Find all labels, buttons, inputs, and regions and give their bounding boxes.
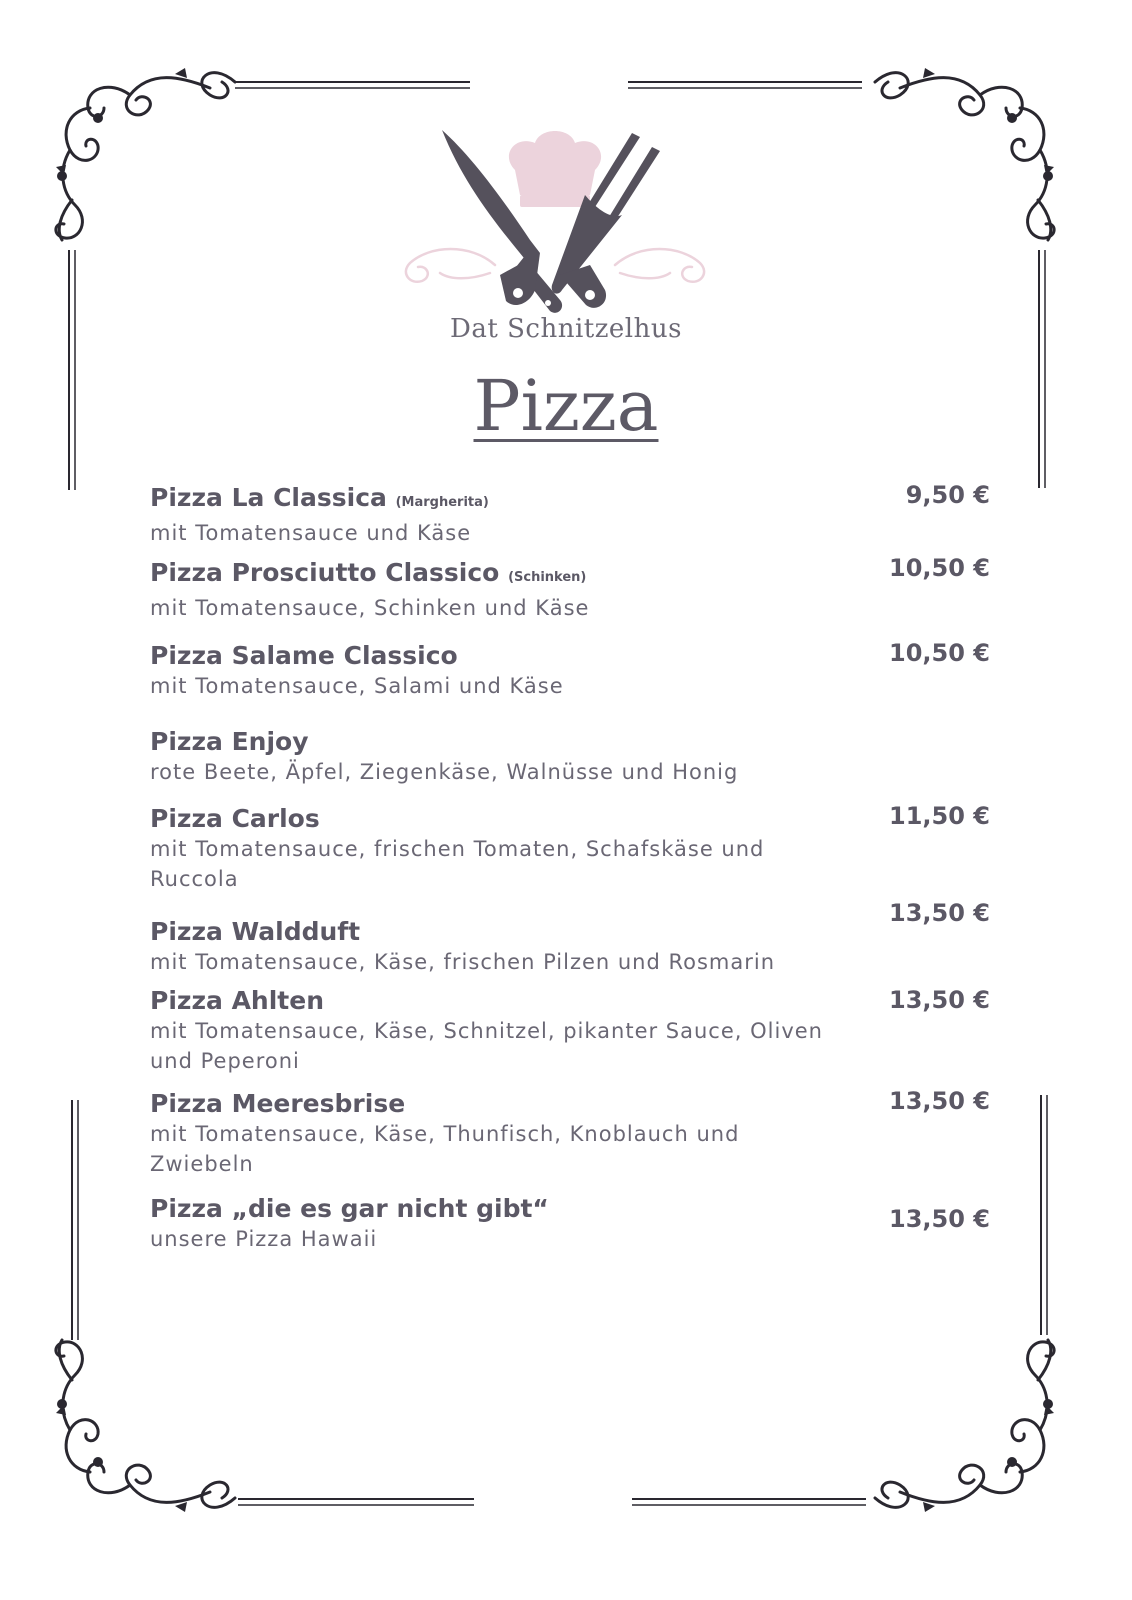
item-description: mit Tomatensauce, frischen Tomaten, Schafskäse und Ruccola: [150, 837, 765, 891]
item-description: rote Beete, Äpfel, Ziegenkäse, Walnüsse und Honig: [150, 760, 739, 784]
item-price: 9,50 €: [905, 481, 990, 509]
item-description: mit Tomatensauce, Käse, Schnitzel, pikanter Sauce, Oliven und Peperoni: [150, 1019, 823, 1073]
item-description: mit Tomatensauce, Salami und Käse: [150, 674, 564, 698]
item-price: 11,50 €: [889, 802, 990, 830]
item-name: Pizza Meeresbrise: [150, 1089, 406, 1118]
item-description: mit Tomatensauce, Käse, Thunfisch, Knoblauch und Zwiebeln: [150, 1122, 740, 1176]
item-price: 13,50 €: [889, 1087, 990, 1115]
item-name: Pizza Prosciutto Classico: [150, 558, 500, 587]
item-name: Pizza Carlos: [150, 804, 320, 833]
item-price: 10,50 €: [889, 639, 990, 667]
menu-item: [150, 727, 830, 787]
menu-item: [150, 558, 830, 623]
item-description: unsere Pizza Hawaii: [150, 1227, 378, 1251]
item-name: Pizza Salame Classico: [150, 641, 458, 670]
menu-item: [150, 917, 830, 977]
item-price: 13,50 €: [889, 899, 990, 927]
brand-name: Dat Schnitzelhus: [450, 314, 682, 344]
item-name: Pizza „die es gar nicht gibt“: [150, 1194, 549, 1223]
menu-item: [150, 483, 830, 548]
item-name-line: [150, 483, 830, 518]
item-description: mit Tomatensauce und Käse: [150, 521, 472, 545]
menu-item: [150, 641, 830, 701]
chef-hat-icon: [509, 131, 601, 207]
menu-item: [150, 804, 830, 894]
crossed-knife-fork-icon: [400, 125, 710, 315]
menu-item: [150, 1089, 830, 1179]
item-name: Pizza Enjoy: [150, 727, 309, 756]
item-price: 10,50 €: [889, 554, 990, 582]
menu-item: [150, 1194, 830, 1254]
item-name: Pizza Ahlten: [150, 986, 324, 1015]
item-name-line: [150, 558, 830, 593]
page-title: [0, 365, 1132, 447]
item-price: 13,50 €: [889, 986, 990, 1014]
item-name: Pizza Waldduft: [150, 917, 361, 946]
item-description: mit Tomatensauce, Schinken und Käse: [150, 596, 590, 620]
item-note: (Schinken): [508, 570, 587, 585]
item-price: 13,50 €: [889, 1205, 990, 1233]
menu-item: [150, 986, 830, 1076]
item-name: Pizza La Classica: [150, 483, 387, 512]
page-title-text: Pizza: [473, 365, 659, 447]
item-description: mit Tomatensauce, Käse, frischen Pilzen und Rosmarin: [150, 950, 776, 974]
item-note: (Margherita): [395, 495, 489, 510]
